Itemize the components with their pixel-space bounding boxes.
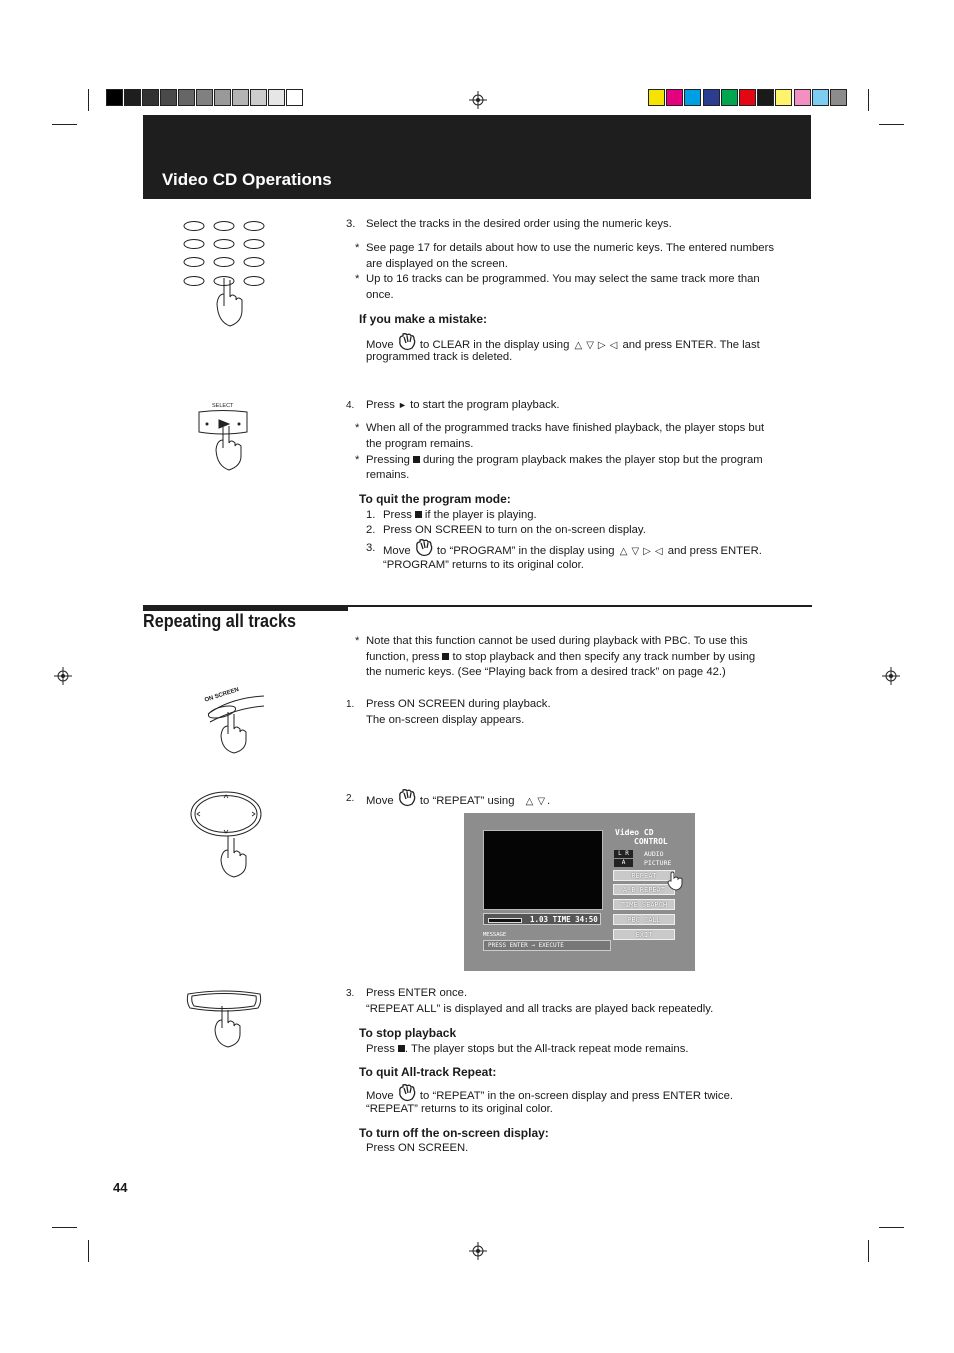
note-bullet: * xyxy=(355,635,360,647)
stop-icon xyxy=(415,511,422,518)
crop-mark xyxy=(88,89,89,111)
note-16-tracks-line1: Up to 16 tracks can be programmed. You may select the same track more than xyxy=(366,273,760,285)
osd-repeat-button[interactable]: REPEAT xyxy=(613,870,675,881)
arrow-up-icon: △ xyxy=(525,796,534,807)
numeric-keypad-illustration xyxy=(180,218,270,330)
quit-repeat-rest: to “REPEAT” in the on-screen display and press ENTER twice. xyxy=(419,1090,733,1102)
pbc-note-rest: to stop playback and then specify any track number by using xyxy=(452,651,756,663)
quit-step-number: 1. xyxy=(366,509,376,521)
repeat-step-2-number: 2. xyxy=(346,793,355,804)
note-stop-rest: during the program playback makes the player stop but the program xyxy=(422,454,763,466)
step-4-start: to start the program playback. xyxy=(410,399,560,411)
pbc-note-press: function, press xyxy=(366,651,440,663)
gray-swatch xyxy=(160,89,177,106)
quit-3-enter: and press ENTER. xyxy=(667,545,762,557)
quit-1-rest: if the player is playing. xyxy=(424,509,537,521)
quit-step-number: 3. xyxy=(366,542,376,554)
osd-message: PRESS ENTER → EXECUTE xyxy=(483,940,611,951)
color-swatch xyxy=(812,89,829,106)
crop-mark xyxy=(868,89,869,111)
note-finished-line1: When all of the programmed tracks have finished playback, the player stops but xyxy=(366,422,765,434)
arrow-left-icon: ◁ xyxy=(654,546,663,557)
gray-swatch xyxy=(214,89,231,106)
turn-off-osd-heading: To turn off the on-screen display: xyxy=(359,1126,549,1140)
quit-step-3 xyxy=(383,539,762,560)
onscreen-label: ON SCREEN xyxy=(204,686,240,704)
arrow-down-icon: ▽ xyxy=(537,796,546,807)
osd-time-readout: 1.03 TIME 34:50 xyxy=(530,915,598,924)
note-numeric-keys-line2: are displayed on the screen. xyxy=(366,258,508,270)
arrow-left-icon: ◁ xyxy=(609,340,618,351)
quit-1-press: Press xyxy=(383,509,412,521)
repeat-step-3-number: 3. xyxy=(346,988,355,999)
gray-swatch xyxy=(196,89,213,106)
quit-step-1 xyxy=(383,508,537,524)
color-swatch xyxy=(684,89,701,106)
quit-3-program: to “PROGRAM” in the display using xyxy=(436,545,615,557)
color-swatch xyxy=(721,89,738,106)
note-stop-pressing: Pressing xyxy=(366,454,410,466)
step-3-number: 3. xyxy=(346,218,356,230)
play-icon: ► xyxy=(398,400,407,410)
osd-hand-cursor-icon xyxy=(666,871,684,891)
osd-pbc-call-button[interactable]: PBC CALL xyxy=(613,914,675,925)
section-rule-thin xyxy=(348,605,812,607)
note-stop-line1 xyxy=(366,453,763,469)
quit-program-heading: To quit the program mode: xyxy=(359,492,511,506)
quit-step-number: 2. xyxy=(366,524,376,536)
mistake-heading: If you make a mistake: xyxy=(359,312,488,326)
gray-swatch xyxy=(106,89,123,106)
hand-cursor-icon xyxy=(397,1084,417,1102)
osd-time-bar xyxy=(483,913,601,925)
stop-playback-press: Press xyxy=(366,1043,395,1055)
arrow-up-icon: △ xyxy=(619,546,628,557)
osd-audio-tag: L R xyxy=(614,850,633,858)
quit-repeat-heading: To quit All-track Repeat: xyxy=(359,1065,497,1079)
quit-step-2: Press ON SCREEN to turn on the on-screen display. xyxy=(383,524,646,536)
step-3-text: Select the tracks in the desired order using the numeric keys. xyxy=(366,218,672,230)
hand-cursor-icon xyxy=(397,333,417,351)
arrow-right-icon: ▷ xyxy=(597,340,606,351)
arrow-right-icon: ▷ xyxy=(643,546,651,557)
pbc-note-line3: the numeric keys. (See “Playing back from a desired track” on page 42.) xyxy=(366,666,726,678)
osd-ab-repeat-button[interactable]: A-B REPEAT xyxy=(613,884,675,895)
step-4-press: Press xyxy=(366,399,395,411)
arrow-down-icon: ▽ xyxy=(631,546,640,557)
color-swatch xyxy=(666,89,683,106)
note-bullet: * xyxy=(355,454,360,466)
mistake-enter: and press ENTER. The last xyxy=(622,339,760,351)
gray-swatch xyxy=(286,89,303,106)
gray-swatch xyxy=(232,89,249,106)
quit-3-move: Move xyxy=(383,545,411,557)
stop-icon xyxy=(398,1045,405,1052)
hand-cursor-icon xyxy=(397,789,417,807)
repeat-step-3-line1: Press ENTER once. xyxy=(366,987,468,999)
stop-icon xyxy=(413,456,420,463)
pbc-note-line2 xyxy=(366,650,755,666)
repeat-step-1-number: 1. xyxy=(346,699,355,710)
registration-mark-icon xyxy=(469,91,487,109)
quit-repeat-line2: “REPEAT” returns to its original color. xyxy=(366,1103,553,1115)
repeat-step-1-line1: Press ON SCREEN during playback. xyxy=(366,698,551,710)
note-stop-line2: remains. xyxy=(366,469,410,481)
crop-mark xyxy=(868,1240,869,1262)
repeat-step-2-period: . xyxy=(547,795,551,807)
mistake-clear: to CLEAR in the display using xyxy=(419,339,570,351)
color-swatch xyxy=(703,89,720,106)
step-4-text xyxy=(366,398,560,414)
pbc-note-line1: Note that this function cannot be used during playback with PBC. To use this xyxy=(366,635,748,647)
stop-icon xyxy=(442,653,449,660)
registration-mark-icon xyxy=(469,1242,487,1260)
play-button-illustration xyxy=(195,408,255,474)
osd-title-line1: Video CD xyxy=(615,828,654,837)
arrow-down-icon: ▽ xyxy=(586,340,594,351)
osd-video-window xyxy=(483,830,603,910)
crop-mark xyxy=(879,1227,904,1228)
color-swatch xyxy=(757,89,774,106)
osd-picture-label: PICTURE xyxy=(644,859,672,867)
gray-swatch xyxy=(142,89,159,106)
step-4-number: 4. xyxy=(346,400,355,411)
mistake-move: Move xyxy=(366,339,394,351)
osd-picture-tag: A xyxy=(614,859,633,867)
section-title: Repeating all tracks xyxy=(143,611,297,631)
note-bullet: * xyxy=(355,422,360,434)
quit-step-3-line2: “PROGRAM” returns to its original color. xyxy=(383,559,584,571)
osd-audio-label: AUDIO xyxy=(644,850,664,858)
repeat-step-1-line2: The on-screen display appears. xyxy=(366,714,525,726)
note-finished-line2: the program remains. xyxy=(366,438,474,450)
note-16-tracks-line2: once. xyxy=(366,289,394,301)
osd-exit-button[interactable]: EXIT xyxy=(613,929,675,940)
osd-message-label: MESSAGE xyxy=(483,932,507,938)
repeat-step-3-line2: “REPEAT ALL” is displayed and all tracks are played back repeatedly. xyxy=(366,1003,714,1015)
stop-playback-text xyxy=(366,1042,689,1058)
osd-title-line2: CONTROL xyxy=(634,837,668,846)
crop-mark xyxy=(879,124,904,125)
hand-cursor-icon xyxy=(414,539,434,557)
stop-playback-rest: . The player stops but the All-track repeat mode remains. xyxy=(404,1043,689,1055)
color-swatch xyxy=(739,89,756,106)
repeat-step-2-repeat: to “REPEAT” using xyxy=(419,795,515,807)
color-swatch xyxy=(794,89,811,106)
crop-mark xyxy=(88,1240,89,1262)
note-bullet: * xyxy=(355,273,360,285)
gray-swatch xyxy=(178,89,195,106)
cursor-ring-illustration xyxy=(188,788,266,880)
color-swatch xyxy=(775,89,792,106)
page-number: 44 xyxy=(113,1180,128,1195)
mistake-line2: programmed track is deleted. xyxy=(366,351,513,363)
arrow-up-icon: △ xyxy=(574,340,583,351)
gray-swatch xyxy=(268,89,285,106)
crop-mark xyxy=(52,1227,77,1228)
onscreen-button-illustration xyxy=(200,690,270,754)
registration-mark-icon xyxy=(54,667,72,685)
page-title: Video CD Operations xyxy=(162,170,332,189)
gray-swatch xyxy=(250,89,267,106)
color-swatch xyxy=(830,89,847,106)
osd-progress-bar xyxy=(488,918,522,923)
quit-repeat-move: Move xyxy=(366,1090,394,1102)
stop-playback-heading: To stop playback xyxy=(359,1026,457,1040)
crop-mark xyxy=(52,124,77,125)
color-swatch xyxy=(648,89,665,106)
note-numeric-keys-line1: See page 17 for details about how to use the numeric keys. The entered numbers xyxy=(366,242,774,254)
registration-mark-icon xyxy=(882,667,900,685)
enter-button-illustration xyxy=(184,988,264,1050)
repeat-step-2-move: Move xyxy=(366,795,394,807)
osd-time-search-button[interactable]: TIME SEARCH xyxy=(613,899,675,910)
turn-off-osd-text: Press ON SCREEN. xyxy=(366,1142,469,1154)
gray-swatch xyxy=(124,89,141,106)
header-band xyxy=(143,115,811,199)
note-bullet: * xyxy=(355,242,360,254)
repeat-step-2-text xyxy=(366,789,550,810)
select-label: SELECT xyxy=(212,403,234,409)
